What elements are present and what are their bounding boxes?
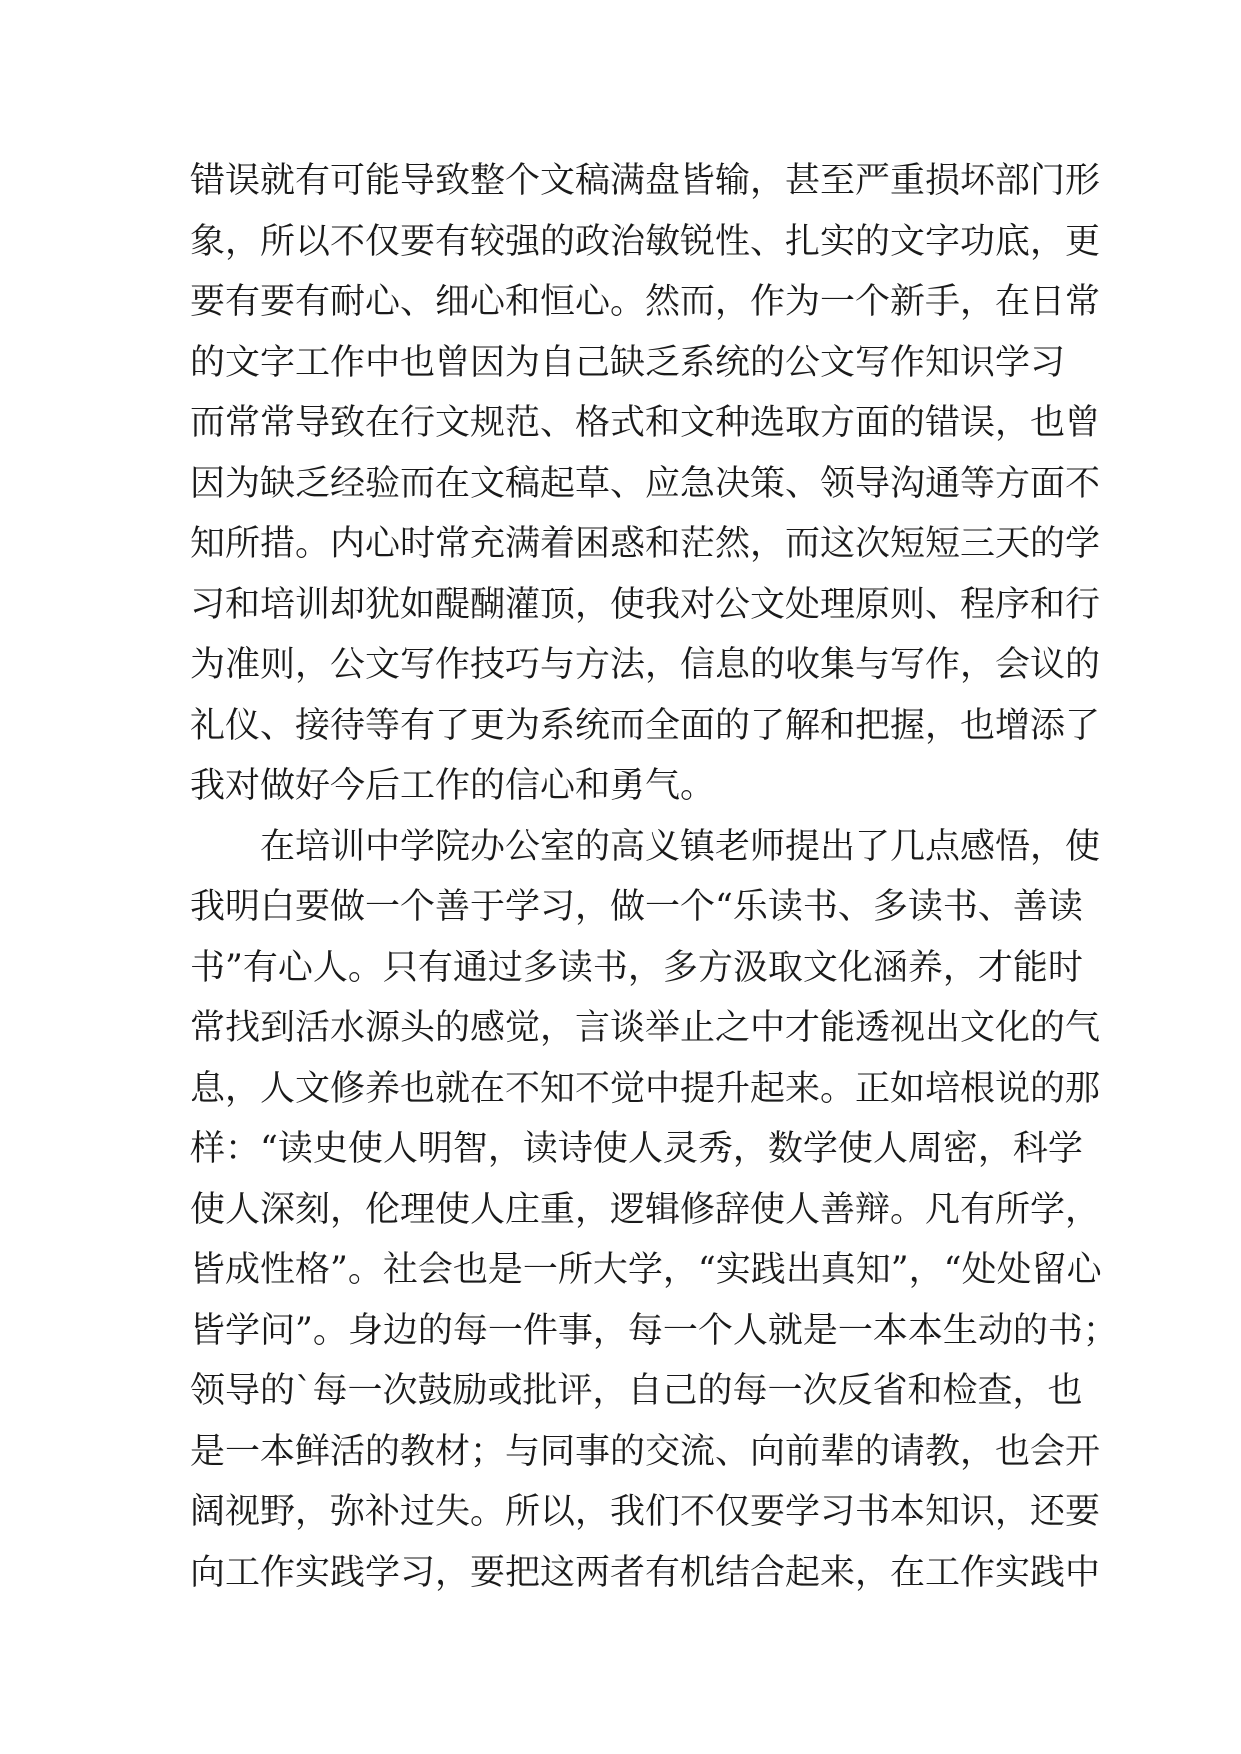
text-line: 皆学问”。身边的每一件事，每一个人就是一本本生动的书；	[190, 1310, 1118, 1351]
body-text	[190, 151, 1118, 1603]
text-line: 为准则，公文写作技巧与方法，信息的收集与写作，会议的	[190, 645, 1101, 685]
text-line: 息，人文修养也就在不知不觉中提升起来。正如培根说的那	[190, 1068, 1101, 1109]
text-line: 样：“读史使人明智，读诗使人灵秀，数学使人周密，科学	[190, 1129, 1083, 1169]
text-line: 知所措。内心时常充满着困惑和茫然，而这次短短三天的学	[190, 524, 1101, 564]
text-line: 的文字工作中也曾因为自己缺乏系统的公文写作知识学习	[190, 342, 1066, 383]
text-line: 习和培训却犹如醍醐灌顶，使我对公文处理原则、程序和行	[190, 584, 1101, 625]
text-line: 使人深刻，伦理使人庄重，逻辑修辞使人善辩。凡有所学，	[190, 1189, 1101, 1230]
text-line: 要有要有耐心、细心和恒心。然而，作为一个新手，在日常	[190, 282, 1101, 322]
text-line: 向工作实践学习，要把这两者有机结合起来，在工作实践中	[190, 1552, 1101, 1593]
text-line: 因为缺乏经验而在文稿起草、应急决策、领导沟通等方面不	[190, 463, 1101, 504]
text-line: 阔视野，弥补过失。所以，我们不仅要学习书本知识，还要	[190, 1492, 1101, 1532]
text-line: 错误就有可能导致整个文稿满盘皆输，甚至严重损坏部门形	[190, 161, 1101, 201]
text-line: 常找到活水源头的感觉，言谈举止之中才能透视出文化的气	[190, 1008, 1101, 1048]
text-line: 我明白要做一个善于学习，做一个“乐读书、多读书、善读	[190, 887, 1083, 927]
text-line: 领导的`每一次鼓励或批评，自己的每一次反省和检查，也	[190, 1371, 1083, 1411]
text-line: 象，所以不仅要有较强的政治敏锐性、扎实的文字功底，更	[190, 221, 1101, 262]
text-line: 书”有心人。只有通过多读书，多方汲取文化涵养，才能时	[190, 947, 1083, 988]
paragraph-first-line: 在培训中学院办公室的高义镇老师提出了几点感悟，使	[260, 826, 1101, 867]
text-line: 而常常导致在行文规范、格式和文种选取方面的错误，也曾	[190, 403, 1101, 443]
text-line: 我对做好今后工作的信心和勇气。	[190, 766, 716, 806]
text-line: 是一本鲜活的教材；与同事的交流、向前辈的请教，也会开	[190, 1431, 1101, 1472]
text-line: 皆成性格”。社会也是一所大学，“实践出真知”，“处处留心	[190, 1250, 1102, 1290]
text-line: 礼仪、接待等有了更为系统而全面的了解和把握，也增添了	[190, 705, 1101, 746]
